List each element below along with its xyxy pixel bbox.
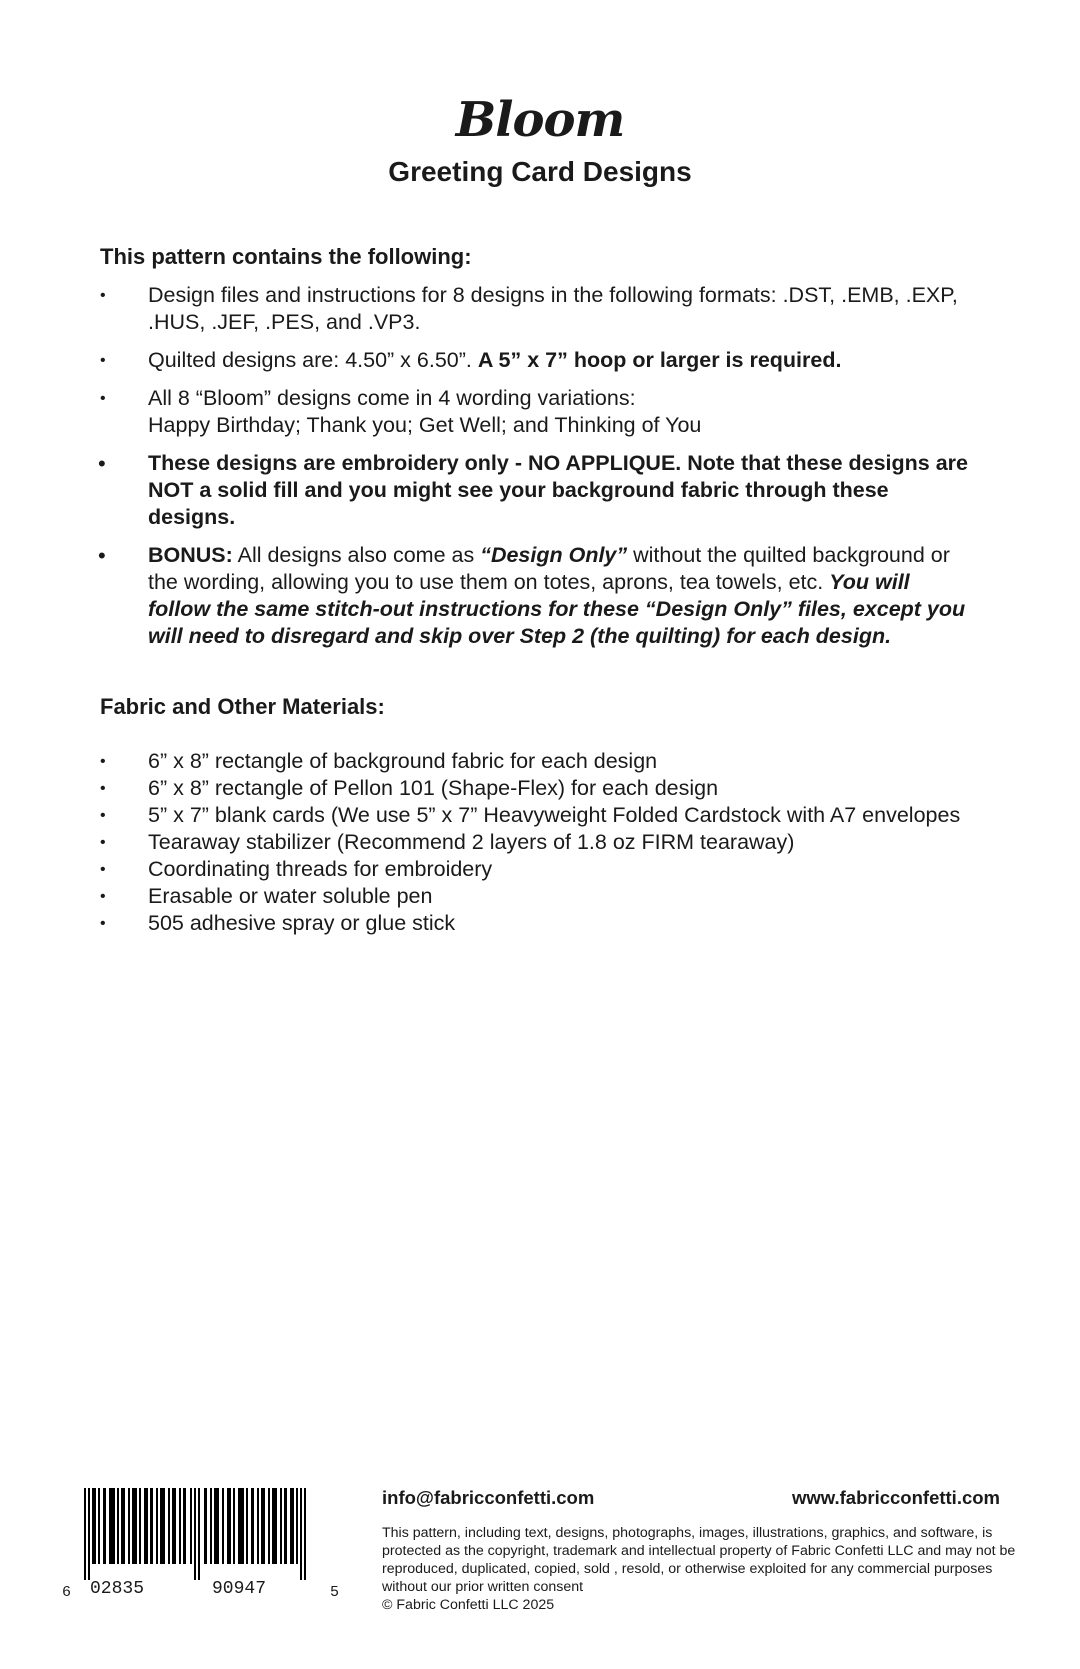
list-item: • Erasable or water soluble pen: [100, 884, 433, 908]
bullet-icon: •: [100, 807, 106, 824]
contents-heading: This pattern contains the following:: [100, 244, 472, 269]
bullet-icon: •: [98, 543, 106, 568]
bullet-icon: •: [100, 390, 106, 407]
bullet-icon: •: [100, 287, 106, 304]
bullet-icon: •: [100, 780, 106, 797]
website-link[interactable]: www.fabricconfetti.com: [792, 1487, 1000, 1508]
list-item: • 505 adhesive spray or glue stick: [100, 911, 456, 935]
list-item: • 6” x 8” rectangle of Pellon 101 (Shape-Flex) for each design: [100, 776, 719, 800]
bullet-icon: •: [100, 861, 106, 878]
list-item: • Quilted designs are: 4.50” x 6.50”. A 5” x 7” hoop or larger is required.: [100, 348, 842, 372]
list-item: • Coordinating threads for embroidery: [100, 857, 493, 881]
barcode-left-group: 02835: [90, 1579, 145, 1599]
script-title: Bloom: [455, 92, 625, 148]
list-item: • 6” x 8” rectangle of background fabric for each design: [100, 749, 658, 773]
bullet-icon: •: [98, 451, 106, 476]
contact-email[interactable]: info@fabricconfetti.com: [382, 1487, 595, 1508]
page-subtitle: Greeting Card Designs: [388, 156, 692, 187]
list-item: • Design files and instructions for 8 designs in the following formats: .DST, .EMB, .EXP, .HUS, .JEF, .PES, and .VP3.: [100, 283, 958, 334]
legal-notice: [382, 1524, 1022, 1614]
materials-list: [96, 748, 976, 937]
barcode-bars-icon: [84, 1488, 334, 1580]
barcode-first-digit: 6: [62, 1584, 72, 1601]
copyright-text: © Fabric Confetti LLC 2025: [382, 1597, 555, 1613]
list-item: • These designs are embroidery only - NO APPLIQUE. Note that these designs are NOT a solid fill and you might see your background fabric through these designs.: [98, 451, 969, 529]
bullet-icon: •: [100, 352, 106, 369]
bullet-icon: •: [100, 915, 106, 932]
barcode-last-digit: 5: [330, 1584, 340, 1601]
barcode-right-group: 90947: [212, 1579, 267, 1599]
bullet-icon: •: [100, 834, 106, 851]
materials-heading: Fabric and Other Materials:: [100, 694, 385, 719]
contents-list: [96, 282, 976, 661]
upc-barcode: [62, 1488, 352, 1604]
list-item: • BONUS: All designs also come as “Design Only” without the quilted background or the wording, allowing you to use them on totes, aprons, tea towels, etc. You will follow the same stitch-out instructions for these “Design Only” files, except you will need to disregard and skip over Step 2 (the quilting) for each design.: [98, 543, 966, 648]
list-item: • All 8 “Bloom” designs come in 4 wording variations: Happy Birthday; Thank you; Get Well; and Thinking of You: [100, 386, 702, 437]
list-item: • Tearaway stabilizer (Recommend 2 layers of 1.8 oz FIRM tearaway): [100, 830, 795, 854]
bullet-icon: •: [100, 888, 106, 905]
bullet-icon: •: [100, 753, 106, 770]
legal-text: This pattern, including text, designs, photographs, images, illustrations, graphics, and software, is protected as the copyright, trademark and intellectual property of Fabric Confetti LLC and may not be reproduced, duplicated, copied, sold , resold, or otherwise exploited for any commercial purposes without our prior written consent: [382, 1525, 1016, 1595]
list-item: • 5” x 7” blank cards (We use 5” x 7” Heavyweight Folded Cardstock with A7 envelopes: [100, 803, 961, 827]
